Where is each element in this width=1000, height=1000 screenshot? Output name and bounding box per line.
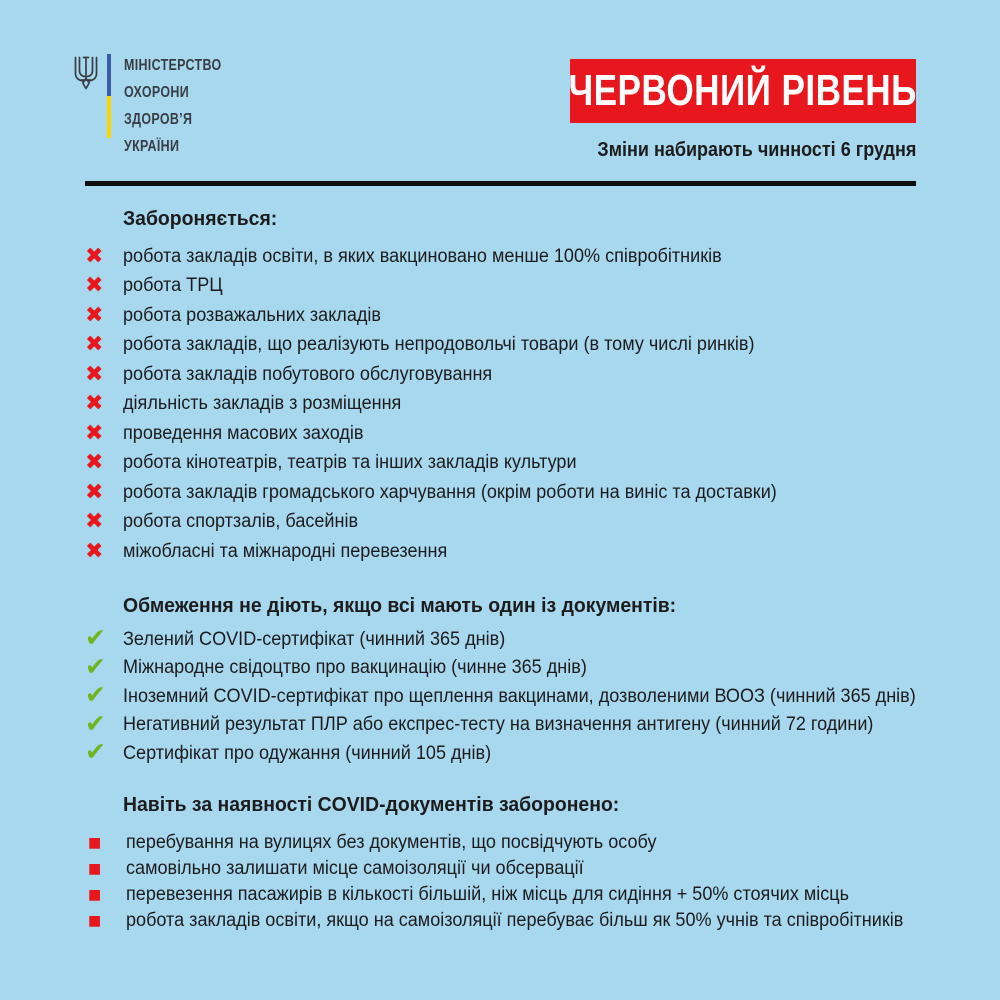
- list-item: [85, 882, 965, 908]
- list-item: [85, 680, 965, 712]
- list-item-text: Сертифікат про одужання (чинний 105 днів): [123, 742, 492, 764]
- list-item-text: робота закладів громадського харчування (окрім роботи на виніс та доставки): [123, 481, 777, 503]
- cross-icon: ✖: [85, 302, 104, 328]
- check-icon: ✔: [85, 737, 106, 767]
- cross-icon: ✖: [85, 273, 104, 299]
- check-icon: ✔: [85, 680, 106, 710]
- list-item: [85, 331, 965, 361]
- cross-icon: ✖: [85, 361, 104, 387]
- list-item-text: Іноземний COVID-сертифікат про щеплення вакцинами, дозволеними ВООЗ (чинний 365 днів): [123, 685, 916, 707]
- alert-level-title: ЧЕРВОНИЙ РІВЕНЬ: [568, 66, 918, 115]
- list-item-text: Зелений COVID-сертифікат (чинний 365 днів): [123, 628, 506, 650]
- list-item-text: проведення масових заходів: [123, 422, 364, 444]
- list-item-text: робота закладів освіти, якщо на самоізоляції перебуває більш як 50% учнів та співробітників: [126, 910, 904, 931]
- list-item-text: робота закладів освіти, в яких вакциновано менше 100% співробітників: [123, 245, 722, 267]
- check-icon: ✔: [85, 651, 106, 681]
- cross-icon: ✖: [85, 332, 104, 358]
- list-item-text: перевезення пасажирів в кількості більшій, ніж місць для сидіння + 50% стоячих місць: [126, 884, 850, 905]
- list-item-text: перебування на вулицях без документів, що посвідчують особу: [126, 832, 657, 853]
- cross-icon: ✖: [85, 450, 104, 476]
- exemption-documents-list: [85, 623, 965, 769]
- section-heading: Забороняється:: [123, 208, 278, 230]
- list-item: [85, 651, 965, 683]
- list-item-text: робота кінотеатрів, театрів та інших закладів культури: [123, 452, 577, 474]
- moz-logo: [72, 52, 249, 160]
- square-icon: ■: [88, 861, 102, 877]
- effective-date-note: Зміни набирають чинності 6 грудня: [597, 139, 916, 161]
- list-item: [85, 856, 965, 882]
- cross-icon: ✖: [85, 538, 104, 564]
- section-always-prohibited: [85, 794, 965, 934]
- list-item: [85, 537, 965, 567]
- list-item: [85, 508, 965, 538]
- list-item: [85, 449, 965, 479]
- square-icon: ■: [88, 835, 102, 851]
- list-item-text: міжобласні та міжнародні перевезення: [123, 540, 448, 562]
- list-item-text: Міжнародне свідоцтво про вакцинацію (чинне 365 днів): [123, 657, 587, 679]
- list-item-text: діяльність закладів з розміщення: [123, 393, 402, 415]
- cross-icon: ✖: [85, 420, 104, 446]
- list-item: [85, 301, 965, 331]
- list-item-text: робота ТРЦ: [123, 275, 223, 297]
- check-icon: ✔: [85, 623, 106, 653]
- list-item: [85, 419, 965, 449]
- list-item-text: Негативний результат ПЛР або експрес-тесту на визначення антигену (чинний 72 години): [123, 714, 874, 736]
- cross-icon: ✖: [85, 479, 104, 505]
- ministry-name-line: МІНІСТЕРСТВО: [124, 57, 222, 74]
- check-icon: ✔: [85, 708, 106, 738]
- ministry-name-line: УКРАЇНИ: [124, 138, 180, 155]
- prohibited-list: [85, 242, 965, 567]
- trident-icon: [72, 56, 100, 90]
- square-icon: ■: [88, 887, 102, 903]
- alert-level-banner: [570, 59, 916, 123]
- list-item: [85, 830, 965, 856]
- list-item-text: робота закладів побутового обслуговування: [123, 363, 493, 385]
- section-heading: Навіть за наявності COVID-документів заборонено:: [123, 794, 620, 816]
- list-item: [85, 478, 965, 508]
- list-item: [85, 390, 965, 420]
- list-item-text: робота розважальних закладів: [123, 304, 382, 326]
- section-exemptions: [85, 595, 965, 769]
- ministry-name: [124, 52, 249, 160]
- ministry-name-line: ЗДОРОВ’Я: [124, 111, 193, 128]
- section-prohibited: [85, 208, 965, 567]
- ministry-name-line: ОХОРОНИ: [124, 84, 189, 101]
- section-heading: Обмеження не діють, якщо всі мають один із документів:: [123, 594, 677, 617]
- cross-icon: ✖: [85, 243, 104, 269]
- list-item: [85, 708, 965, 740]
- list-item-text: робота закладів, що реалізують непродовольчі товари (в тому числі ринків): [123, 334, 755, 356]
- always-prohibited-list: [85, 830, 965, 934]
- restrictions-content: [85, 186, 965, 934]
- list-item: [85, 242, 965, 272]
- list-item: [85, 908, 965, 934]
- list-item-text: самовільно залишати місце самоізоляції чи обсервації: [126, 858, 584, 879]
- list-item: [85, 623, 965, 655]
- square-icon: ■: [88, 913, 102, 929]
- list-item: [85, 737, 965, 769]
- flag-bar: [107, 54, 111, 138]
- list-item: [85, 272, 965, 302]
- list-item: [85, 360, 965, 390]
- cross-icon: ✖: [85, 391, 104, 417]
- list-item-text: робота спортзалів, басейнів: [123, 511, 359, 533]
- cross-icon: ✖: [85, 509, 104, 535]
